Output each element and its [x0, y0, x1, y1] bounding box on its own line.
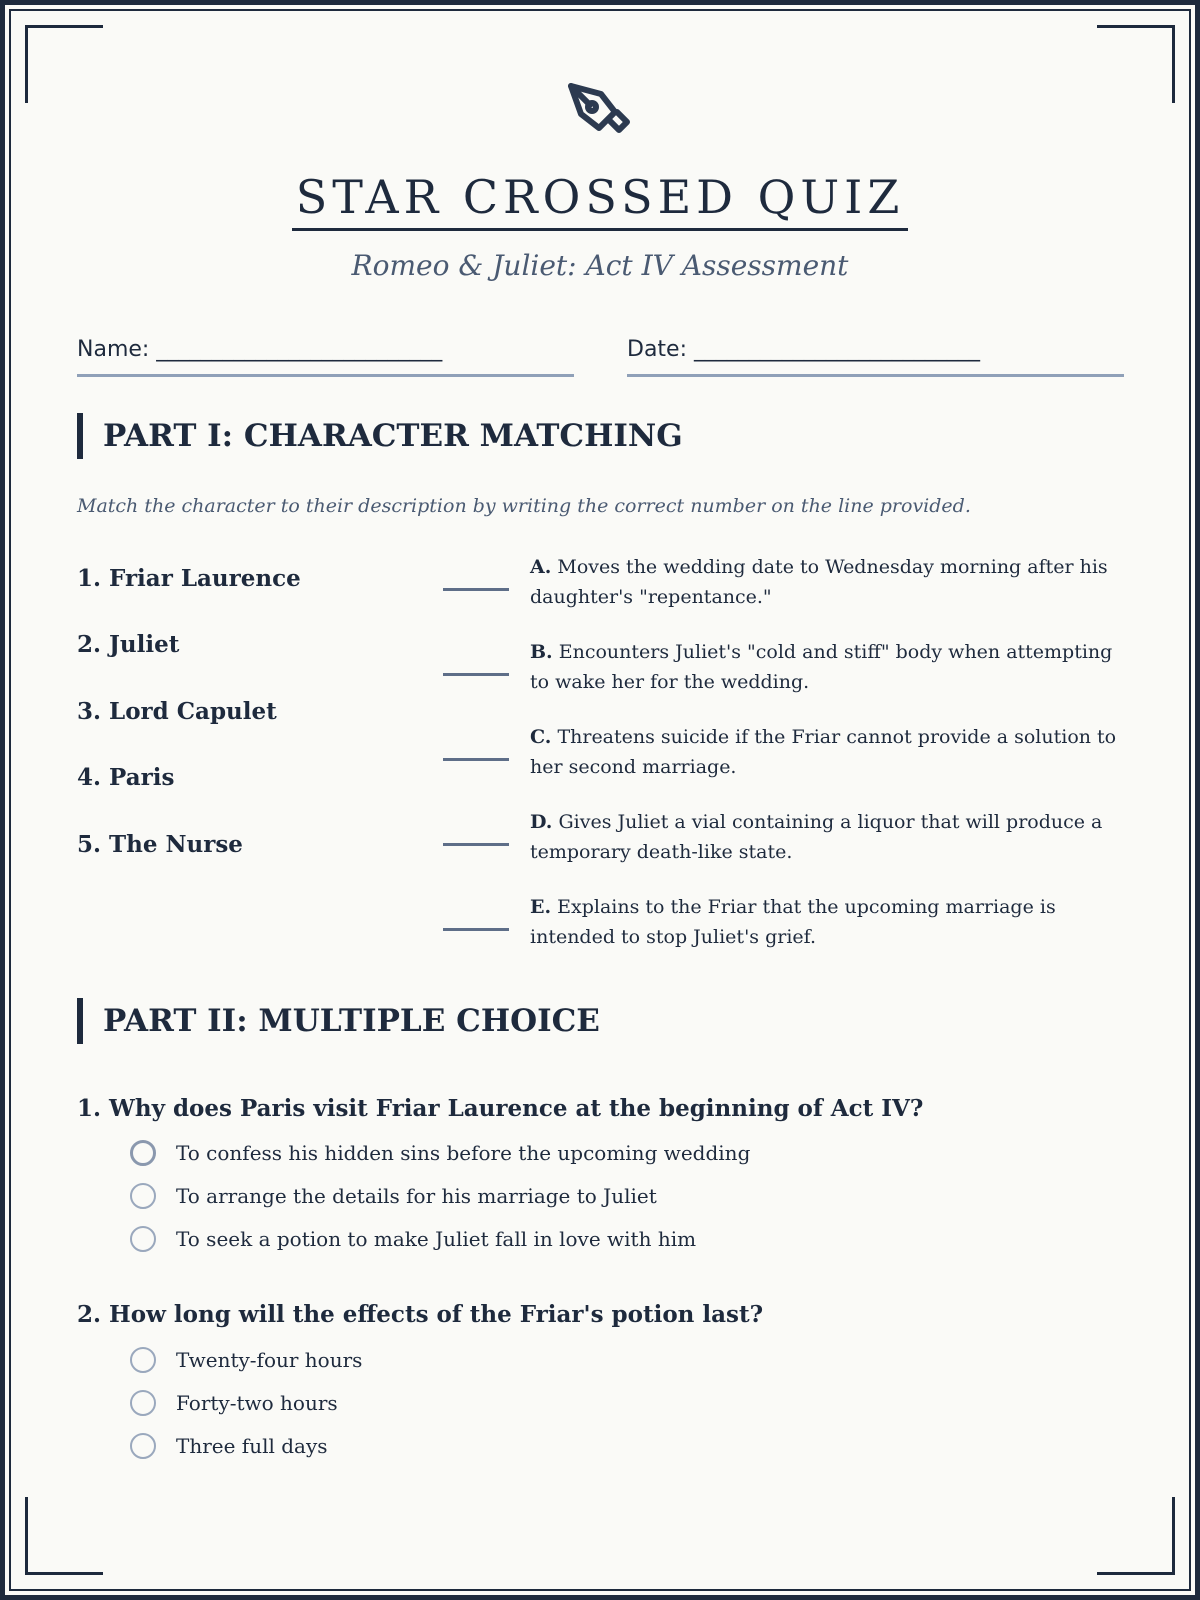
part1-instructions: Match the character to their description by writing the correct number on the line provided.	[77, 495, 971, 517]
description-letter: C.	[530, 726, 552, 748]
answer-blank-b[interactable]	[443, 673, 509, 676]
question-1-option-2[interactable]	[130, 1181, 657, 1211]
question-2-option-1[interactable]	[130, 1345, 362, 1375]
page-subtitle: Romeo & Juliet: Act IV Assessment	[351, 249, 849, 282]
character-item: 1. Friar Laurence	[77, 565, 301, 592]
corner-ornament-top-right	[1097, 25, 1175, 103]
character-item: 4. Paris	[77, 764, 175, 791]
option-label: Twenty-four hours	[176, 1348, 363, 1372]
quiz-page	[5, 5, 1195, 1595]
character-item: 5. The Nurse	[77, 831, 243, 858]
radio-button[interactable]	[130, 1390, 156, 1416]
pen-nib-icon	[563, 78, 643, 158]
description-text: Threatens suicide if the Friar cannot provide a solution to her second marriage.	[530, 726, 1117, 778]
radio-button[interactable]	[130, 1140, 156, 1166]
radio-button[interactable]	[130, 1347, 156, 1373]
description-e	[530, 892, 1130, 952]
page-title: STAR CROSSED QUIZ	[292, 170, 909, 231]
option-label: Forty-two hours	[176, 1391, 338, 1415]
name-field[interactable]: Name: __________________________	[77, 331, 574, 377]
option-label: To confess his hidden sins before the upcoming wedding	[176, 1141, 751, 1165]
description-text: Moves the wedding date to Wednesday morning after his daughter's "repentance."	[530, 556, 1108, 608]
question-1: 1. Why does Paris visit Friar Laurence at the beginning of Act IV?	[77, 1095, 924, 1122]
question-2: 2. How long will the effects of the Friar's potion last?	[77, 1301, 764, 1328]
description-d	[530, 807, 1130, 867]
corner-ornament-top-left	[25, 25, 103, 103]
description-letter: A.	[530, 556, 552, 578]
description-letter: D.	[530, 811, 553, 833]
description-letter: E.	[530, 896, 552, 918]
radio-button[interactable]	[130, 1183, 156, 1209]
question-1-option-3[interactable]	[130, 1224, 696, 1254]
part2-heading: PART II: MULTIPLE CHOICE	[77, 998, 1117, 1044]
question-1-option-1[interactable]	[130, 1138, 750, 1168]
character-item: 3. Lord Capulet	[77, 698, 277, 725]
description-text: Encounters Juliet's "cold and stiff" body when attempting to wake her for the wedding.	[530, 641, 1113, 693]
description-text: Gives Juliet a vial containing a liquor that will produce a temporary death-like state.	[530, 811, 1103, 863]
radio-button[interactable]	[130, 1433, 156, 1459]
description-a	[530, 552, 1130, 612]
corner-ornament-bottom-left	[25, 1497, 103, 1575]
answer-blank-d[interactable]	[443, 843, 509, 846]
date-field[interactable]: Date: __________________________	[627, 331, 1124, 377]
answer-blank-e[interactable]	[443, 928, 509, 931]
title-wrap	[5, 170, 1195, 231]
character-item: 2. Juliet	[77, 631, 180, 658]
option-label: Three full days	[176, 1434, 328, 1458]
part1-heading: PART I: CHARACTER MATCHING	[77, 413, 1117, 459]
option-label: To arrange the details for his marriage to Juliet	[176, 1184, 657, 1208]
question-2-option-2[interactable]	[130, 1388, 338, 1418]
description-c	[530, 722, 1130, 782]
answer-blank-a[interactable]	[443, 588, 509, 591]
question-2-option-3[interactable]	[130, 1431, 328, 1461]
answer-blank-c[interactable]	[443, 758, 509, 761]
description-letter: B.	[530, 641, 553, 663]
description-b	[530, 637, 1130, 697]
description-text: Explains to the Friar that the upcoming marriage is intended to stop Juliet's grief.	[530, 896, 1056, 948]
option-label: To seek a potion to make Juliet fall in love with him	[176, 1227, 697, 1251]
radio-button[interactable]	[130, 1226, 156, 1252]
corner-ornament-bottom-right	[1097, 1497, 1175, 1575]
